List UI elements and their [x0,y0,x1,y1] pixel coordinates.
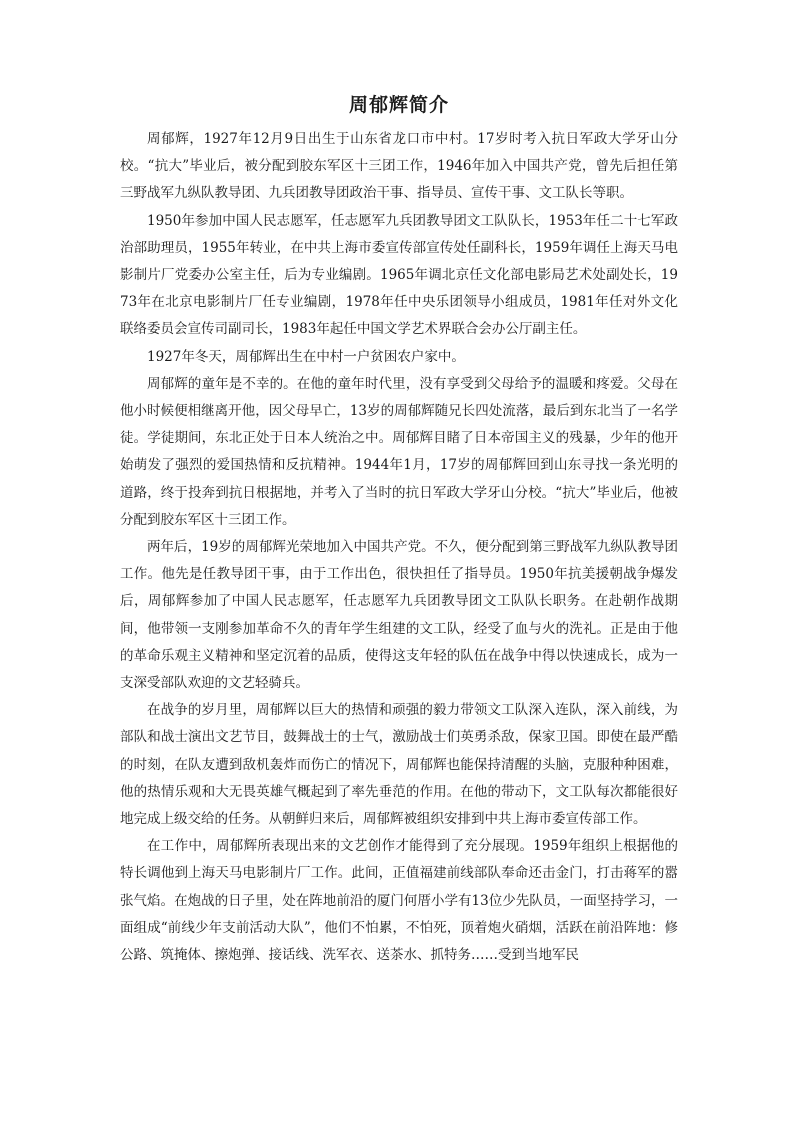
paragraph-6: 在战争的岁月里，周郁辉以巨大的热情和顽强的毅力带领文工队深入连队，深入前线，为部队和战士演出文艺节目，鼓舞战士的士气，激励战士们英勇杀敌，保家卫国。即使在最严酷的时刻，在队友遭到敌机轰炸而伤亡的情况下，周郁辉也能保持清醒的头脑，克服种种困难，他的热情乐观和大无畏英雄气概起到了率先垂范的作用。在他的带动下，文工队每次都能很好地完成上级交给的任务。从朝鲜归来后，周郁辉被组织安排到中共上海市委宣传部工作。 [120,702,678,828]
document-page [120,92,678,969]
paragraph-3: 1927年冬天，周郁辉出生在中村一户贫困农户家中。 [147,348,465,365]
paragraph-2: 1950年参加中国人民志愿军，任志愿军九兵团教导团文工队队长，1953年任二十七军政治部助理员，1955年转业，在中共上海市委宣传部宣传处任副科长，1959年调任上海天马电影制片厂党委办公室主任，后为专业编剧。1965年调北京任文化部电影局艺术处副处长，1973年在北京电影制片厂任专业编剧，1978年任中央乐团领导小组成员，1981年任对外文化联络委员会宣传司副司长，1983年起任中国文学艺术界联合会办公厅副主任。 [120,212,678,338]
paragraph-4: 周郁辉的童年是不幸的。在他的童年时代里，没有享受到父母给予的温暖和疼爱。父母在他小时候便相继离开他，因父母早亡，13岁的周郁辉随兄长四处流落，最后到东北当了一名学徒。学徒期间，东北正处于日本人统治之中。周郁辉目睹了日本帝国主义的残暴，少年的他开始萌发了强烈的爱国热情和反抗精神。1944年1月，17岁的周郁辉回到山东寻找一条光明的道路，终于投奔到抗日根据地，并考入了当时的抗日军政大学牙山分校。“抗大”毕业后，他被分配到胶东军区十三团工作。 [120,375,678,528]
paragraph-5: 两年后，19岁的周郁辉光荣地加入中国共产党。不久，便分配到第三野战军九纵队教导团工作。他先是任教导团干事，由于工作出色，很快担任了指导员。1950年抗美援朝战争爆发后，周郁辉参加了中国人民志愿军，任志愿军九兵团教导团文工队队长职务。在赴朝作战期间，他带领一支刚参加革命不久的青年学生组建的文工队，经受了血与火的洗礼。正是由于他的革命乐观主义精神和坚定沉着的品质，使得这支年轻的队伍在战争中得以快速成长，成为一支深受部队欢迎的文艺轻骑兵。 [120,539,678,692]
paragraph-1: 周郁辉，1927年12月9日出生于山东省龙口市中村。17岁时考入抗日军政大学牙山分校。“抗大”毕业后，被分配到胶东军区十三团工作，1946年加入中国共产党，曾先后担任第三野战军九纵队教导团、九兵团教导团政治干事、指导员、宣传干事、文工队长等职。 [120,131,678,202]
paragraph-7: 在工作中，周郁辉所表现出来的文艺创作才能得到了充分展现。1959年组织上根据他的特长调他到上海天马电影制片厂工作。此间，正值福建前线部队奉命还击金门，打击蒋军的嚣张气焰。在炮战的日子里，处在阵地前沿的厦门何厝小学有13位少先队员，一面坚持学习，一面组成“前线少年支前活动大队”，他们不怕累，不怕死，顶着炮火硝烟，活跃在前沿阵地：修公路、筑掩体、擦炮弹、接话线、洗军衣、送茶水、抓特务……受到当地军民 [120,838,678,964]
page-title: 周郁辉简介 [348,94,449,116]
